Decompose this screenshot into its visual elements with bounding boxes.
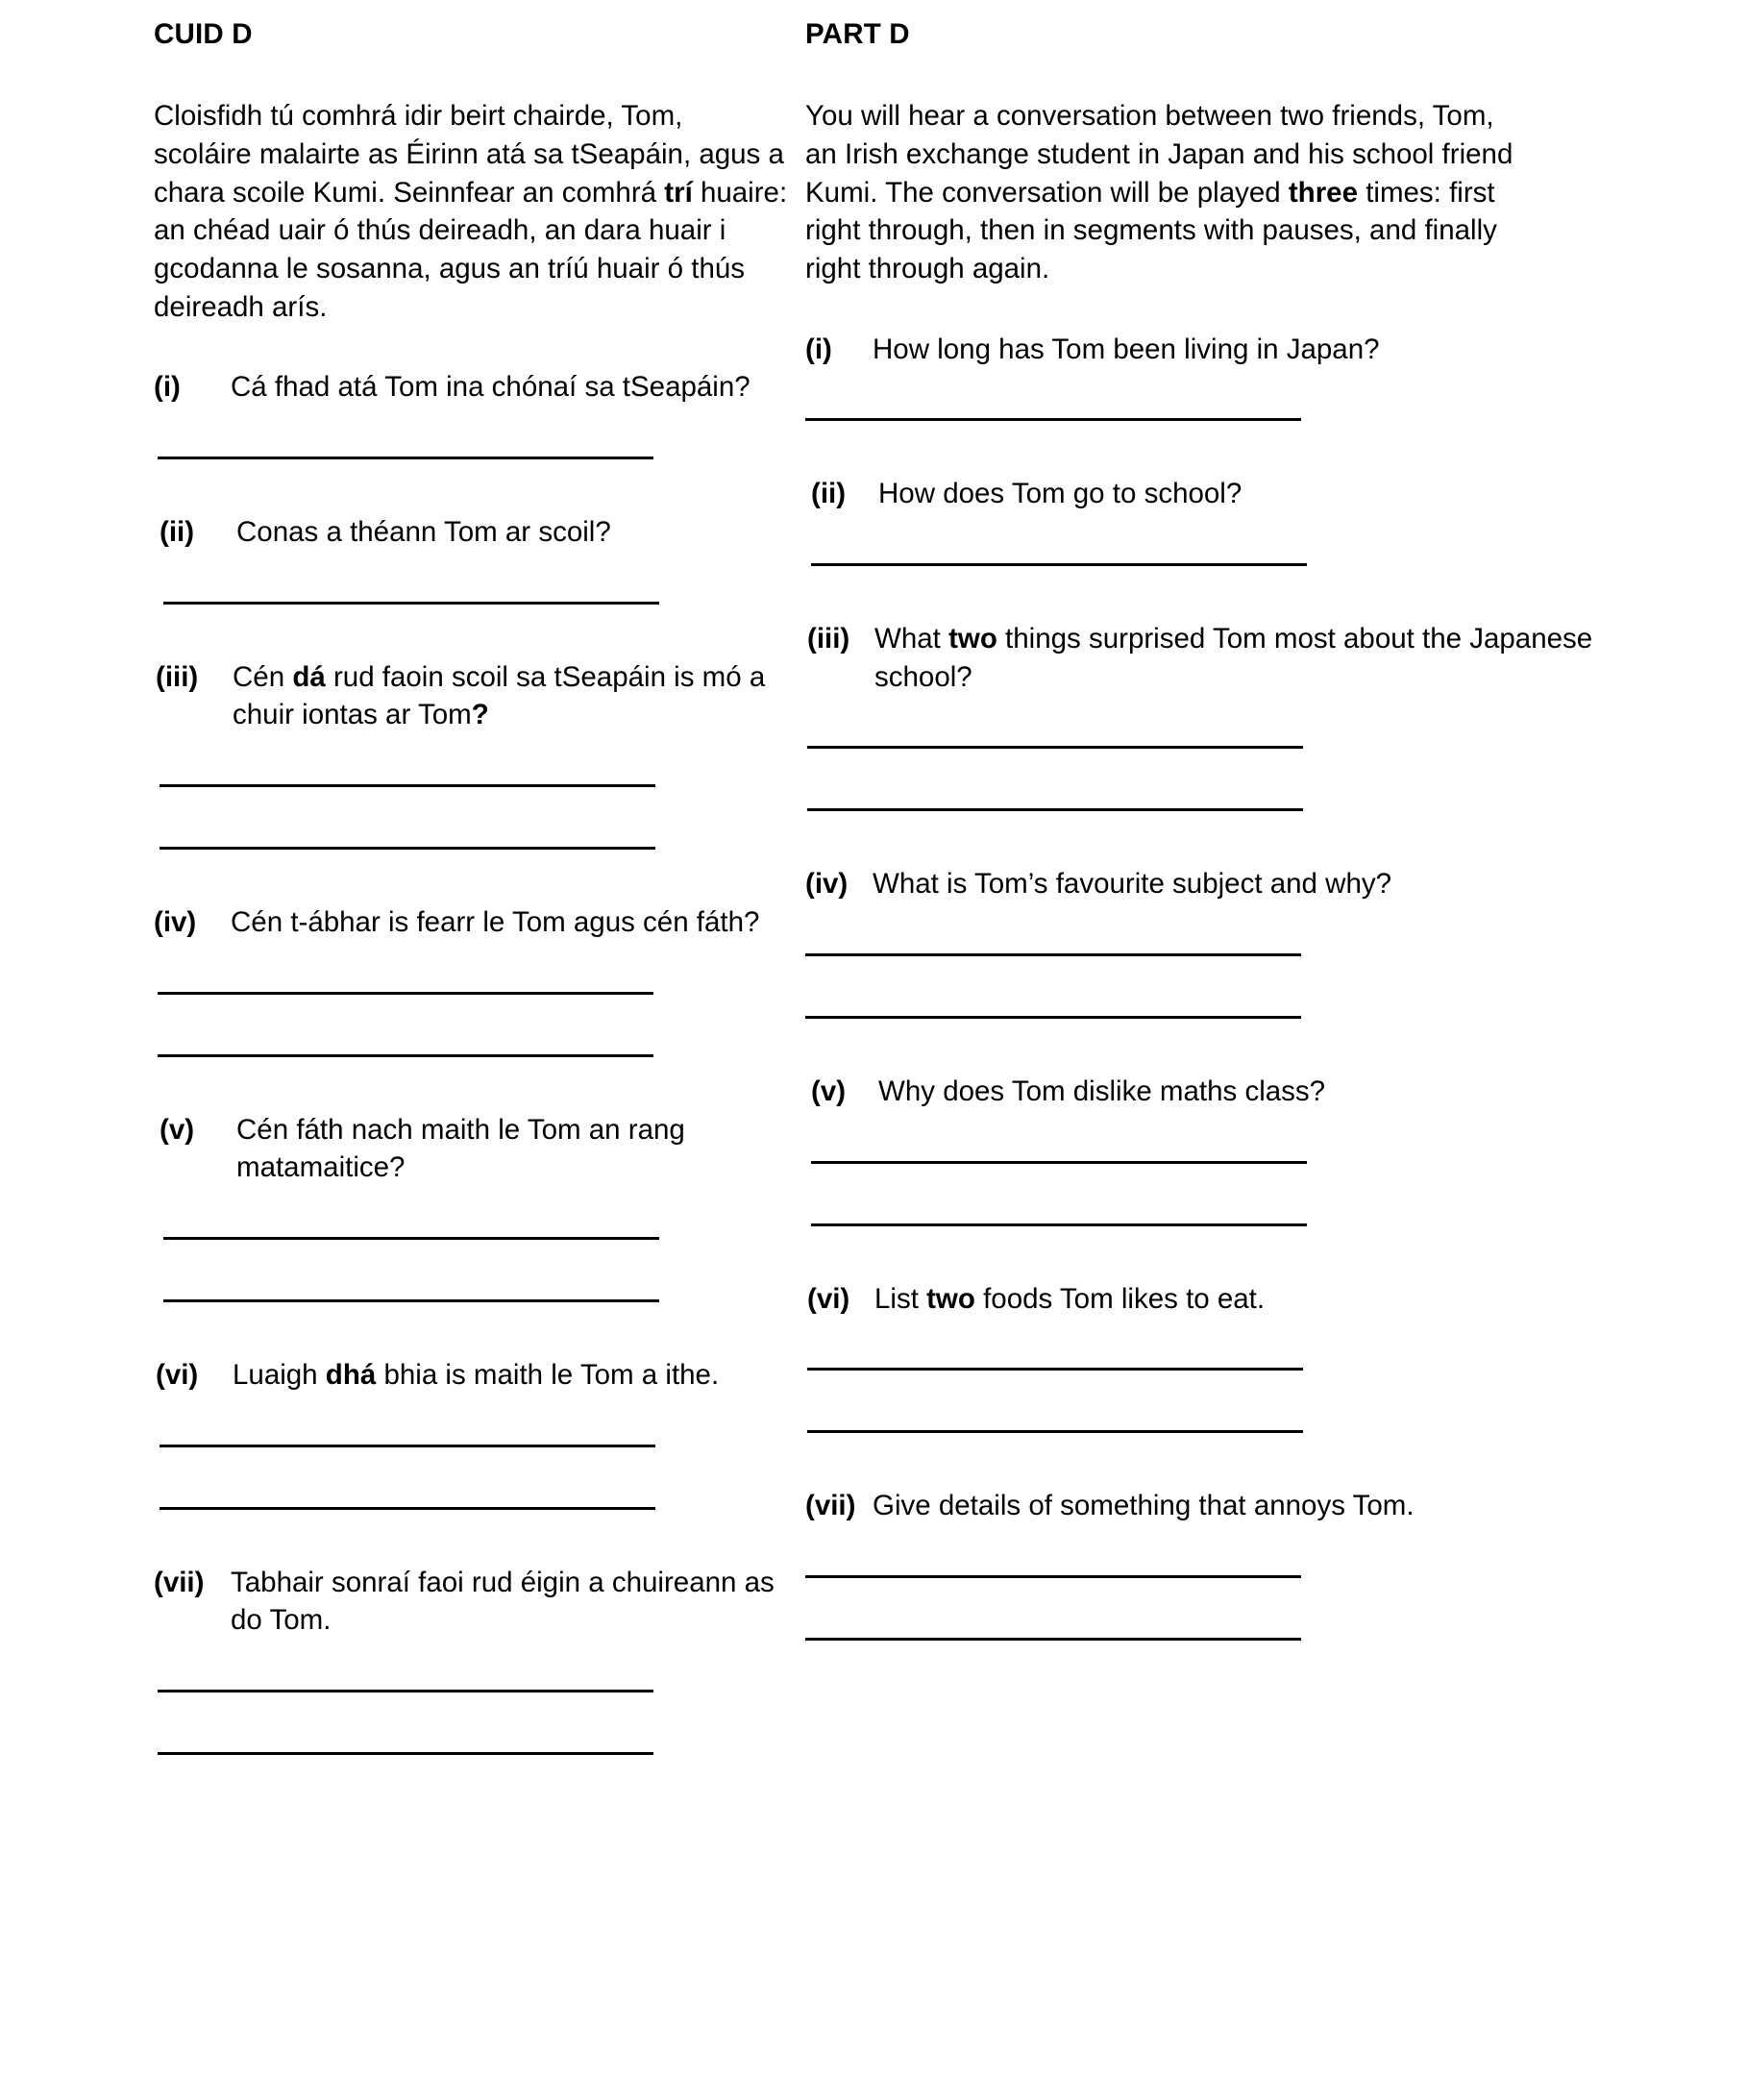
spacer	[807, 811, 1689, 865]
question-item	[154, 1564, 788, 1755]
question-row	[160, 513, 788, 552]
question-number: (iv)	[805, 868, 849, 901]
question-text-segment: rud faoin scoil sa tSeapáin is mó a chuir iontas ar Tom	[233, 660, 766, 731]
spacer	[807, 1318, 1689, 1368]
spacer	[811, 1164, 1689, 1223]
question-text-segment: List	[874, 1282, 927, 1315]
two-column-layout	[0, 17, 1747, 1755]
spacer	[154, 1057, 788, 1111]
spacer	[156, 734, 788, 784]
spacer	[156, 787, 788, 847]
answer-line[interactable]	[805, 1638, 1301, 1641]
spacer	[811, 513, 1689, 563]
question-text	[231, 1564, 788, 1640]
question-number: (ii)	[160, 516, 195, 549]
question-text-segment: Luaigh	[233, 1359, 326, 1392]
spacer	[156, 850, 788, 903]
question-emphasis-tail: ?	[471, 699, 489, 731]
question-row	[805, 1487, 1689, 1525]
question-text-segment: Conas a théann Tom ar scoil?	[236, 516, 611, 549]
spacer	[811, 1111, 1689, 1161]
spacer	[811, 566, 1689, 620]
irish-questions-list	[154, 368, 788, 1755]
question-text	[231, 903, 788, 942]
english-intro-bold: three	[1288, 176, 1358, 209]
question-item	[154, 903, 788, 1111]
question-text	[873, 1487, 1689, 1525]
question-item	[805, 865, 1689, 1073]
spacer	[805, 903, 1689, 953]
spacer	[156, 1447, 788, 1507]
spacer	[805, 368, 1689, 418]
spacer	[807, 1433, 1689, 1487]
spacer	[805, 1578, 1689, 1638]
question-text	[874, 1280, 1689, 1319]
spacer	[154, 942, 788, 992]
question-item	[156, 658, 788, 903]
question-text	[874, 620, 1689, 696]
question-row	[805, 865, 1689, 903]
question-row	[805, 331, 1689, 369]
question-row	[156, 658, 788, 734]
spacer	[805, 956, 1689, 1016]
english-part-heading: PART D	[805, 18, 910, 50]
question-item	[154, 368, 788, 513]
question-text	[233, 658, 788, 734]
question-row	[154, 903, 788, 942]
spacer	[160, 1187, 788, 1237]
spacer	[807, 749, 1689, 808]
question-item	[807, 1280, 1689, 1488]
spacer	[807, 696, 1689, 746]
question-number: (vi)	[807, 1282, 850, 1315]
answer-line[interactable]	[158, 1752, 653, 1755]
question-number: (iii)	[807, 623, 850, 655]
question-text-segment: things surprised Tom most about the Japanese school?	[874, 623, 1593, 693]
spacer	[156, 1510, 788, 1564]
question-row	[807, 1280, 1689, 1319]
question-row	[811, 475, 1689, 513]
question-text-segment: Cén fáth nach maith le Tom an rang matamaitice?	[236, 1113, 685, 1184]
question-text	[878, 1073, 1689, 1111]
question-number: (ii)	[811, 478, 847, 510]
question-text-segment: bhia is maith le Tom a ithe.	[376, 1359, 720, 1392]
question-text	[873, 331, 1689, 369]
question-emphasis: dhá	[325, 1359, 377, 1392]
spacer	[160, 1240, 788, 1299]
question-item	[805, 331, 1689, 476]
question-row	[154, 1564, 788, 1640]
spacer	[807, 1371, 1689, 1430]
question-text-segment: Tabhair sonraí faoi rud éigin a chuireann as do Tom.	[231, 1566, 775, 1637]
english-column	[805, 17, 1747, 1641]
irish-intro-bold: trí	[664, 176, 693, 209]
irish-intro-text-2: huaire: an chéad uair ó thús deireadh, an dara huair i gcodanna le sosanna, agus an tríú huair ó thús deireadh arís.	[154, 176, 788, 323]
question-emphasis: two	[926, 1282, 975, 1315]
spacer	[154, 1692, 788, 1752]
question-text-segment: How does Tom go to school?	[878, 478, 1243, 510]
question-number: (vi)	[156, 1359, 199, 1392]
question-text	[231, 368, 788, 407]
question-item	[156, 1356, 788, 1564]
question-text-segment: Give details of something that annoys Tom.	[873, 1490, 1415, 1522]
question-item	[811, 475, 1689, 620]
question-number: (v)	[160, 1113, 195, 1146]
spacer	[154, 1640, 788, 1690]
spacer	[805, 421, 1689, 475]
english-intro-text-1: You will hear a conversation between two friends, Tom, an Irish exchange student in Japan and his school friend Kumi. The conversation will be played	[805, 100, 1513, 209]
question-text-segment: foods Tom likes to eat.	[974, 1282, 1266, 1315]
question-emphasis: two	[948, 623, 997, 655]
question-text-segment: What	[874, 623, 949, 655]
question-number: (iv)	[154, 906, 197, 939]
question-item	[807, 620, 1689, 865]
spacer	[154, 407, 788, 457]
question-row	[160, 1111, 788, 1187]
irish-intro-text-1: Cloisfidh tú comhrá idir beirt chairde, Tom, scoláire malairte as Éirinn atá sa tSeapáin, agus a chara scoile Kumi. Seinnfear an comhrá	[154, 100, 784, 209]
question-number: (v)	[811, 1075, 847, 1108]
question-number: (iii)	[156, 660, 199, 693]
spacer	[805, 1019, 1689, 1073]
spacer	[160, 1302, 788, 1356]
question-row	[811, 1073, 1689, 1111]
question-text-segment: Cén t-ábhar is fearr le Tom agus cén fáth?	[231, 906, 760, 939]
question-row	[807, 620, 1689, 696]
question-text-segment: Why does Tom dislike maths class?	[878, 1075, 1326, 1108]
question-row	[154, 368, 788, 407]
irish-column	[0, 17, 805, 1755]
question-number: (i)	[154, 371, 181, 404]
english-intro-paragraph	[805, 97, 1521, 287]
question-row	[156, 1356, 788, 1395]
english-intro-text-2: times: first right through, then in segments with pauses, and finally right through again.	[805, 176, 1497, 285]
question-text-segment: How long has Tom been living in Japan?	[873, 333, 1380, 365]
question-text	[236, 1111, 788, 1187]
question-text-segment: Cá fhad atá Tom ina chónaí sa tSeapáin?	[231, 371, 750, 404]
english-questions-list	[805, 331, 1689, 1641]
question-number: (i)	[805, 333, 832, 365]
question-item	[160, 1111, 788, 1356]
spacer	[811, 1226, 1689, 1280]
question-text-segment: Cén	[233, 660, 293, 693]
question-text	[233, 1356, 788, 1395]
question-text	[878, 475, 1689, 513]
irish-intro-paragraph	[154, 97, 788, 326]
question-text	[873, 865, 1689, 903]
question-text-segment: What is Tom’s favourite subject and why?	[873, 868, 1392, 901]
question-emphasis: dá	[292, 660, 326, 693]
spacer	[154, 995, 788, 1054]
question-item	[160, 513, 788, 658]
question-item	[811, 1073, 1689, 1280]
question-number: (vii)	[154, 1566, 205, 1598]
spacer	[156, 1395, 788, 1445]
spacer	[805, 1525, 1689, 1575]
spacer	[154, 459, 788, 513]
question-item	[805, 1487, 1689, 1641]
irish-part-heading: CUID D	[154, 18, 253, 50]
spacer	[160, 552, 788, 602]
spacer	[160, 605, 788, 658]
question-text	[236, 513, 788, 552]
question-number: (vii)	[805, 1490, 856, 1522]
